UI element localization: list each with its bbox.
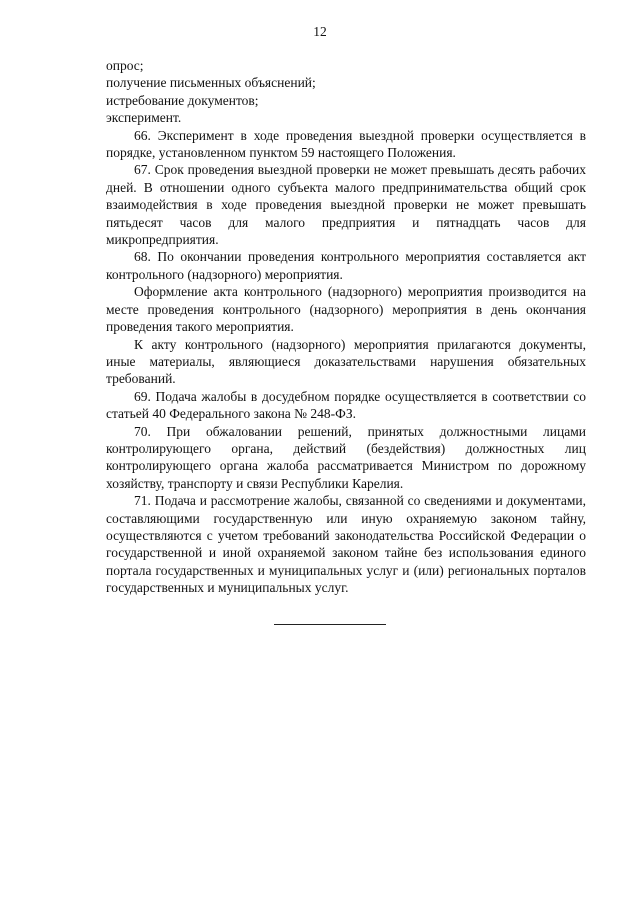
paragraph-68: 68. По окончании проведения контрольного мероприятия составляется акт контрольного (надзорного) мероприятия. (106, 249, 586, 282)
paragraph-act-attachments: К акту контрольного (надзорного) мероприятия прилагаются документы, иные материалы, являющиеся доказательствами нарушения обязательных требований. (106, 336, 586, 387)
paragraph-67: 67. Срок проведения выездной проверки не может превышать десять рабочих дней. В отношении одного субъекта малого предпринимательства общий срок взаимодействия в ходе проведения выездной проверки не может превышать пятьдесят часов для малого предприятия и пятнадцать часов для микропредприятия. (106, 162, 586, 248)
paragraph-70: 70. При обжаловании решений, принятых должностными лицами контролирующего органа, действий (бездействия) должностных лиц контролирующего органа жалоба рассматривается Министром по дорожному хозяйству, транспорту и связи Республики Карелия. (106, 423, 586, 491)
paragraph-66: 66. Эксперимент в ходе проведения выездной проверки осуществляется в порядке, установленном пунктом 59 настоящего Положения. (106, 127, 586, 161)
end-of-document-divider (274, 624, 386, 625)
paragraph-act-registration: Оформление акта контрольного (надзорного) мероприятия производится на месте проведения контрольного (надзорного) мероприятия в день окончания проведения такого мероприятия. (106, 284, 586, 335)
list-item-document-request: истребование документов; (106, 92, 259, 108)
paragraph-69: 69. Подача жалобы в досудебном порядке осуществляется в соответствии со статьей 40 Федерального закона № 248-ФЗ. (106, 388, 586, 422)
document-body (106, 57, 586, 597)
list-item-experiment: эксперимент. (106, 110, 182, 126)
list-item-survey: опрос; (106, 58, 144, 73)
paragraph-71: 71. Подача и рассмотрение жалобы, связанной со сведениями и документами, составляющими государственную или иную охраняемую законом тайну, осуществляются с учетом требований законодательства Российской Федерации о государственной и иной охраняемой законом тайне без использования единого портала государственных и муниципальных услуг и (или) региональных порталов государственных и муниципальных услуг. (106, 493, 586, 596)
page-number: 12 (313, 24, 327, 39)
list-item-written-explanations: получение письменных объяснений; (106, 75, 316, 91)
